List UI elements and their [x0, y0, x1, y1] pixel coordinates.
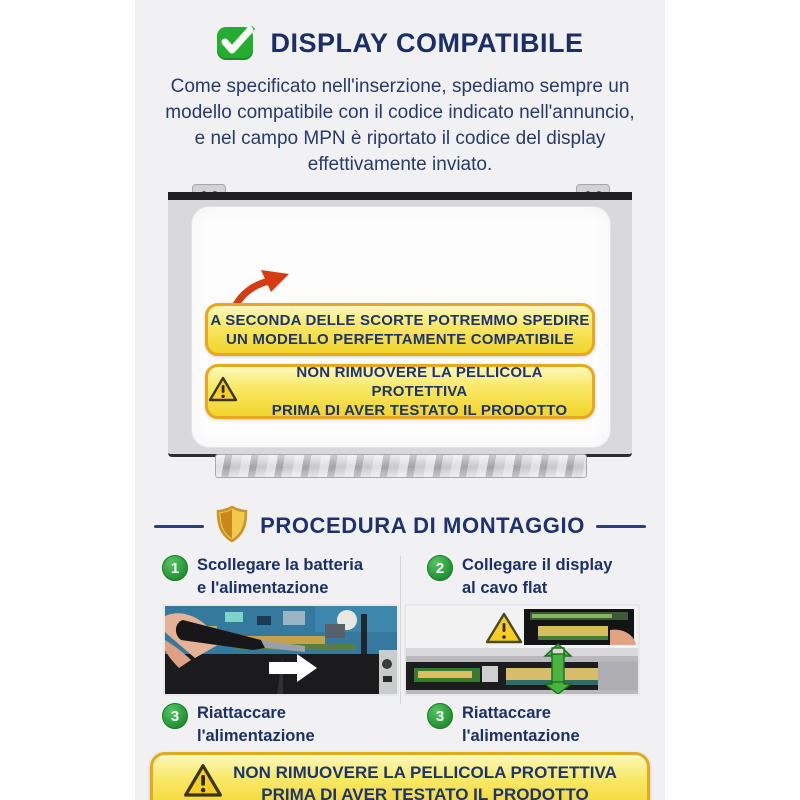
step-text: Collegare il display al cavo flat: [462, 556, 613, 597]
warning-icon: [183, 763, 223, 800]
procedure-header: [135, 506, 665, 546]
intro-line: e nel campo MPN è riportato il codice del display: [194, 128, 606, 149]
procedure-photos: [135, 600, 665, 696]
intro-paragraph: [135, 74, 665, 178]
warning-icon: [208, 376, 238, 408]
banner-line: A SECONDA DELLE SCORTE POTREMMO SPEDIRE: [210, 311, 590, 329]
step-text: Scollegare la batteria e l'alimentazione: [197, 556, 363, 597]
divider-right: [596, 525, 646, 528]
banner-line: NON RIMUOVERE LA PELLICOLA PROTETTIVA: [296, 364, 543, 400]
banner-line: PRIMA DI AVER TESTATO IL PRODOTTO: [271, 402, 568, 419]
procedure-steps: [135, 554, 665, 771]
banner-line: NON RIMUOVERE LA PELLICOLA PROTETTIVA: [233, 763, 617, 782]
divider-left: [154, 525, 204, 528]
stock-warning-banner: [205, 303, 595, 356]
page-title: DISPLAY COMPATIBILE: [270, 27, 584, 58]
banner-text: [233, 762, 617, 800]
step-1: [135, 554, 400, 600]
panel-top-bar: [168, 192, 632, 200]
steps-row-top: [135, 554, 665, 600]
content-column: [135, 0, 665, 800]
procedure-photo-connector: [404, 604, 640, 696]
step-badge: 3: [427, 703, 453, 729]
procedure-photo-battery: [163, 604, 399, 696]
step-text: Riattaccare l'alimentazione: [197, 704, 315, 745]
film-warning-banner: [205, 364, 595, 419]
header: [135, 22, 665, 64]
banner-line: UN MODELLO PERFETTAMENTE COMPATIBILE: [225, 330, 575, 348]
step-badge: 1: [162, 555, 188, 581]
intro-line: modello compatibile con il codice indicato nell'annuncio,: [165, 102, 635, 123]
step-text: Riattaccare l'alimentazione: [462, 704, 580, 745]
intro-line: Come specificato nell'inserzione, spediamo sempre un: [170, 76, 630, 97]
intro-line: effettivamente inviato.: [307, 154, 493, 175]
step-2: [400, 554, 665, 600]
check-icon: [216, 25, 256, 61]
procedure-title: PROCEDURA DI MONTAGGIO: [260, 513, 585, 538]
shield-icon: [215, 505, 249, 548]
panel-foil-strip: [215, 454, 587, 478]
lcd-panel-photo: [135, 184, 665, 480]
banner-line: PRIMA DI AVER TESTATO IL PRODOTTO: [261, 785, 589, 800]
banner-text: [247, 363, 592, 420]
step-badge: 2: [427, 555, 453, 581]
step-badge: 3: [162, 703, 188, 729]
footer-warning-banner: [150, 752, 650, 800]
